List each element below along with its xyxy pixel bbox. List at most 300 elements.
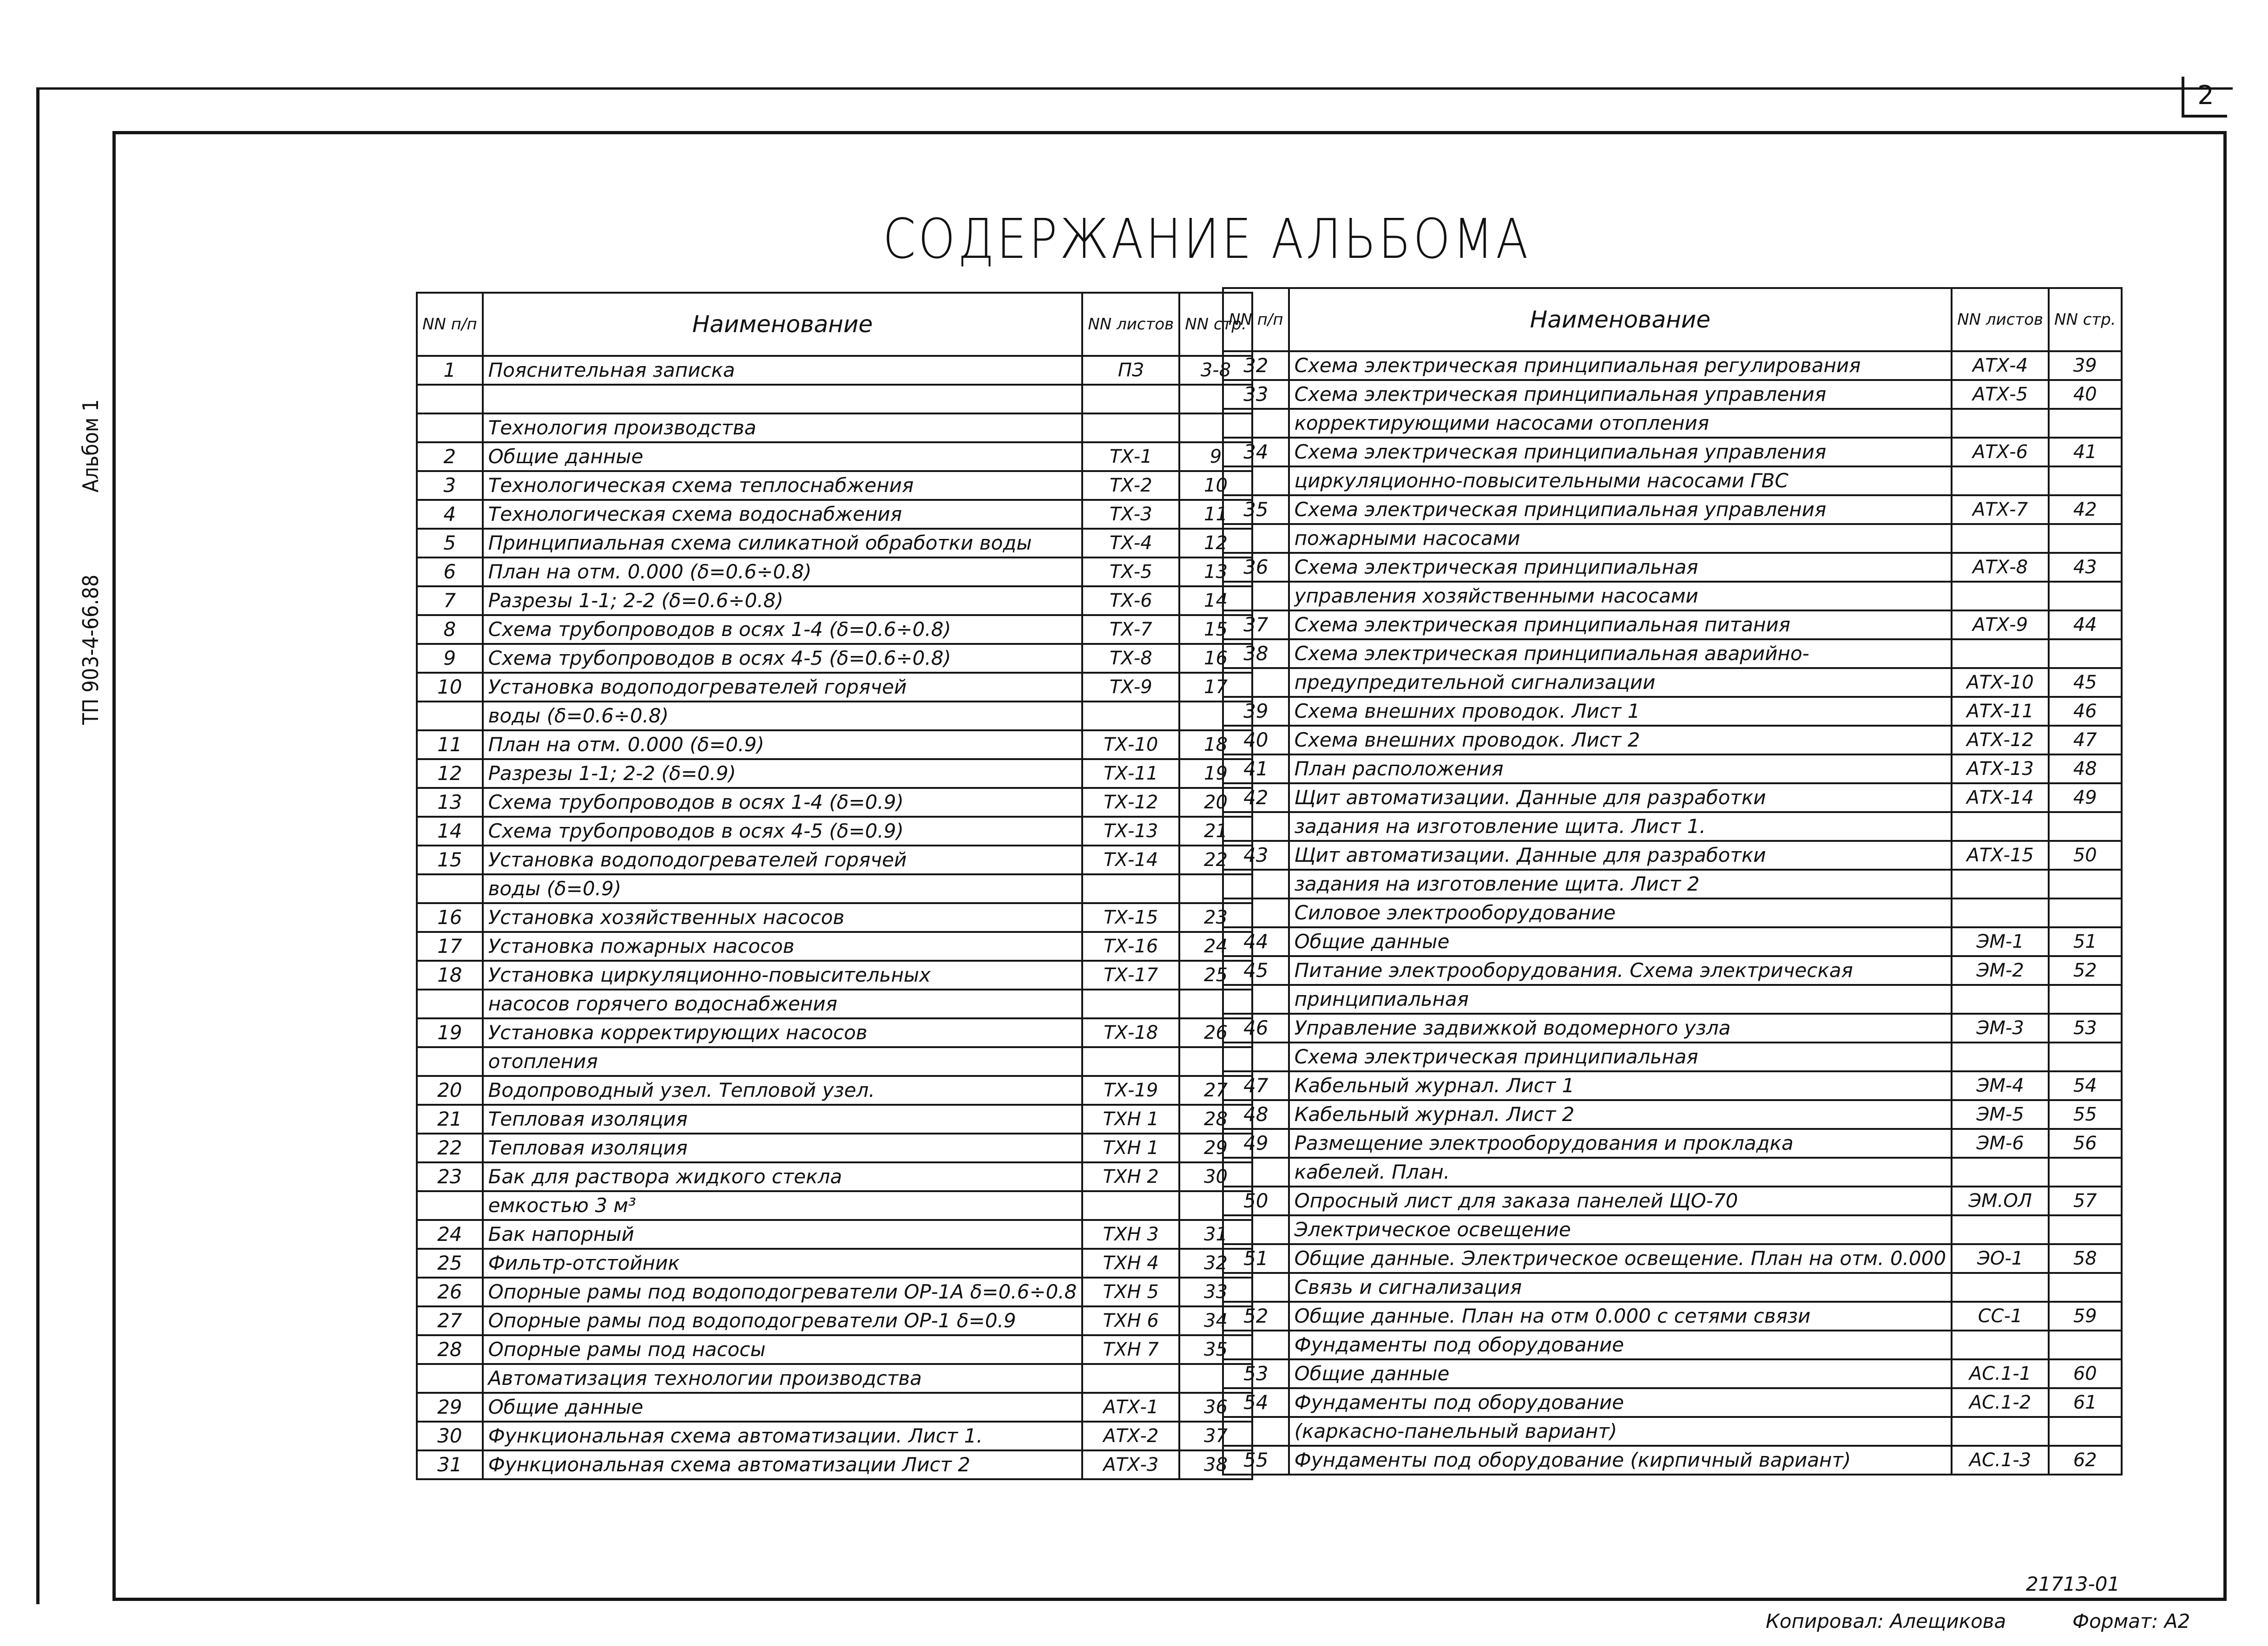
- section-row: [1223, 1215, 2122, 1244]
- row-number: [417, 413, 483, 442]
- table-row: [417, 1018, 1252, 1047]
- row-name: Опорные рамы под водоподогреватели ОР-1А δ=0.6÷0.8: [483, 1278, 1083, 1306]
- row-sheet: АТХ-10: [1952, 668, 2049, 697]
- row-sheet: [1952, 898, 2049, 927]
- row-number: [417, 385, 483, 413]
- row-page: 22: [1179, 846, 1252, 874]
- table-row: [1223, 754, 2122, 783]
- row-number: 43: [1223, 841, 1289, 870]
- table-row: [1223, 1043, 2122, 1071]
- table-row: [1223, 841, 2122, 870]
- row-name: Схема внешних проводок. Лист 2: [1289, 726, 1952, 754]
- section-row: [417, 1364, 1252, 1393]
- table-row: [1223, 1187, 2122, 1215]
- table-row: [1223, 438, 2122, 466]
- row-sheet: [1952, 1043, 2049, 1071]
- row-sheet: [1082, 413, 1179, 442]
- row-name: Функциональная схема автоматизации Лист 2: [483, 1450, 1083, 1479]
- row-number: 21: [417, 1105, 483, 1134]
- row-name: Схема электрическая принципиальная: [1289, 1043, 1952, 1071]
- row-sheet: ТХ-7: [1082, 615, 1179, 644]
- stamp-copied: Копировал: Алещикова: [1766, 1610, 2006, 1633]
- table-row: [417, 1278, 1252, 1306]
- row-number: 39: [1223, 697, 1289, 726]
- row-number: 45: [1223, 956, 1289, 985]
- table-row: [1223, 1446, 2122, 1475]
- row-page: 35: [1179, 1335, 1252, 1364]
- row-number: 14: [417, 817, 483, 846]
- row-name: задания на изготовление щита. Лист 1.: [1289, 812, 1952, 841]
- row-name: Схема трубопроводов в осях 1-4 (δ=0.9): [483, 788, 1083, 817]
- row-sheet: ТХН 1: [1082, 1134, 1179, 1162]
- row-name: План на отм. 0.000 (δ=0.9): [483, 730, 1083, 759]
- row-number: 44: [1223, 927, 1289, 956]
- row-number: 4: [417, 500, 483, 529]
- row-sheet: ТХ-1: [1082, 442, 1179, 471]
- row-sheet: ПЗ: [1082, 356, 1179, 385]
- row-sheet: СС-1: [1952, 1302, 2049, 1331]
- row-number: 46: [1223, 1014, 1289, 1043]
- row-sheet: ТХ-8: [1082, 644, 1179, 673]
- row-page: 3-8: [1179, 356, 1252, 385]
- table-row: [417, 500, 1252, 529]
- row-sheet: АТХ-14: [1952, 783, 2049, 812]
- row-sheet: ТХН 5: [1082, 1278, 1179, 1306]
- row-sheet: ТХ-17: [1082, 961, 1179, 990]
- row-page: 15: [1179, 615, 1252, 644]
- table-row: [417, 846, 1252, 874]
- row-name: принципиальная: [1289, 985, 1952, 1014]
- section-title: Связь и сигнализация: [1289, 1273, 1952, 1302]
- row-page: 33: [1179, 1278, 1252, 1306]
- row-page: [2049, 1043, 2122, 1071]
- row-number: 48: [1223, 1100, 1289, 1129]
- row-name: Установка водоподогревателей горячей: [483, 673, 1083, 702]
- row-sheet: [1952, 870, 2049, 898]
- row-page: 51: [2049, 927, 2122, 956]
- row-sheet: АТХ-12: [1952, 726, 2049, 754]
- row-name: Опорные рамы под водоподогреватели ОР-1 δ=0.9: [483, 1306, 1083, 1335]
- row-page: 28: [1179, 1105, 1252, 1134]
- row-sheet: ТХ-18: [1082, 1018, 1179, 1047]
- row-number: 19: [417, 1018, 483, 1047]
- row-sheet: [1952, 1158, 2049, 1187]
- row-page: [2049, 466, 2122, 495]
- row-sheet: ТХ-4: [1082, 529, 1179, 557]
- row-page: 50: [2049, 841, 2122, 870]
- row-name: (каркасно-панельный вариант): [1289, 1417, 1952, 1446]
- header-page: NN стр.: [2049, 288, 2122, 351]
- row-number: 22: [417, 1134, 483, 1162]
- table-row: [1223, 409, 2122, 438]
- row-page: 43: [2049, 553, 2122, 582]
- table-row: [417, 1422, 1252, 1450]
- table-row: [1223, 726, 2122, 754]
- row-page: 34: [1179, 1306, 1252, 1335]
- row-page: 19: [1179, 759, 1252, 788]
- row-page: 36: [1179, 1393, 1252, 1422]
- table-row: [1223, 466, 2122, 495]
- table-row: [1223, 1244, 2122, 1273]
- row-page: [2049, 524, 2122, 553]
- row-number: 49: [1223, 1129, 1289, 1158]
- section-row: [1223, 898, 2122, 927]
- contents-right-body: [1223, 351, 2122, 1475]
- row-name: Фундаменты под оборудование (кирпичный вариант): [1289, 1446, 1952, 1475]
- row-page: [2049, 1273, 2122, 1302]
- row-number: 32: [1223, 351, 1289, 380]
- table-row: [417, 442, 1252, 471]
- row-number: 6: [417, 557, 483, 586]
- row-name: воды (δ=0.9): [483, 874, 1083, 903]
- row-sheet: ТХ-11: [1082, 759, 1179, 788]
- row-sheet: [1082, 702, 1179, 730]
- row-number: 30: [417, 1422, 483, 1450]
- row-page: 37: [1179, 1422, 1252, 1450]
- sheet-number: 2: [2182, 77, 2227, 118]
- row-sheet: ТХН 6: [1082, 1306, 1179, 1335]
- row-name: Технологическая схема водоснабжения: [483, 500, 1083, 529]
- table-row: [1223, 985, 2122, 1014]
- row-name: Щит автоматизации. Данные для разработки: [1289, 841, 1952, 870]
- row-sheet: ТХ-14: [1082, 846, 1179, 874]
- row-sheet: ЭМ-4: [1952, 1071, 2049, 1100]
- row-page: 14: [1179, 586, 1252, 615]
- row-name: Установка хозяйственных насосов: [483, 903, 1083, 932]
- page-title: СОДЕРЖАНИЕ АЛЬБОМА: [883, 207, 1531, 271]
- table-row: [417, 586, 1252, 615]
- row-page: 18: [1179, 730, 1252, 759]
- row-number: 29: [417, 1393, 483, 1422]
- row-sheet: [1082, 1047, 1179, 1076]
- row-page: 27: [1179, 1076, 1252, 1105]
- row-page: [2049, 1158, 2122, 1187]
- stamp-code: 21713-01: [2026, 1573, 2120, 1595]
- row-name: Схема электрическая принципиальная управления: [1289, 495, 1952, 524]
- row-number: 25: [417, 1249, 483, 1278]
- table-row: [417, 1134, 1252, 1162]
- table-row: [1223, 1100, 2122, 1129]
- row-name: Функциональная схема автоматизации. Лист 1.: [483, 1422, 1083, 1450]
- table-row: [417, 673, 1252, 702]
- row-page: [2049, 870, 2122, 898]
- row-name: Установка пожарных насосов: [483, 932, 1083, 961]
- row-sheet: ТХН 2: [1082, 1162, 1179, 1191]
- row-sheet: ТХ-6: [1082, 586, 1179, 615]
- row-name: Размещение электрооборудования и прокладка: [1289, 1129, 1952, 1158]
- table-row: [1223, 351, 2122, 380]
- section-title: Автоматизация технологии производства: [483, 1364, 1083, 1393]
- row-sheet: ТХН 3: [1082, 1220, 1179, 1249]
- row-number: 17: [417, 932, 483, 961]
- row-number: 20: [417, 1076, 483, 1105]
- table-row: [417, 874, 1252, 903]
- row-sheet: ТХ-15: [1082, 903, 1179, 932]
- row-name: Общие данные: [483, 442, 1083, 471]
- table-row: [1223, 956, 2122, 985]
- row-sheet: АТХ-1: [1082, 1393, 1179, 1422]
- row-sheet: АТХ-13: [1952, 754, 2049, 783]
- table-row: [1223, 870, 2122, 898]
- row-page: 38: [1179, 1450, 1252, 1479]
- row-sheet: АТХ-11: [1952, 697, 2049, 726]
- table-row: [417, 1162, 1252, 1191]
- row-name: Управление задвижкой водомерного узла: [1289, 1014, 1952, 1043]
- row-sheet: АТХ-8: [1952, 553, 2049, 582]
- contents-left-body: [417, 356, 1252, 1479]
- row-sheet: [1082, 1364, 1179, 1393]
- row-number: 51: [1223, 1244, 1289, 1273]
- row-number: 47: [1223, 1071, 1289, 1100]
- row-number: [1223, 870, 1289, 898]
- row-sheet: ТХН 4: [1082, 1249, 1179, 1278]
- row-name: [483, 385, 1083, 413]
- row-name: Щит автоматизации. Данные для разработки: [1289, 783, 1952, 812]
- table-row: [1223, 783, 2122, 812]
- row-number: 16: [417, 903, 483, 932]
- row-sheet: ЭМ-1: [1952, 927, 2049, 956]
- table-row: [417, 1047, 1252, 1076]
- row-number: 2: [417, 442, 483, 471]
- table-row: [1223, 927, 2122, 956]
- row-sheet: [1082, 385, 1179, 413]
- contents-table-left: [416, 292, 1253, 1480]
- table-row: [417, 702, 1252, 730]
- row-page: [2049, 812, 2122, 841]
- row-sheet: ТХ-12: [1082, 788, 1179, 817]
- row-number: 35: [1223, 495, 1289, 524]
- row-page: 29: [1179, 1134, 1252, 1162]
- row-number: 12: [417, 759, 483, 788]
- table-row: [417, 961, 1252, 990]
- row-page: [2049, 985, 2122, 1014]
- row-name: предупредительной сигнализации: [1289, 668, 1952, 697]
- row-page: 21: [1179, 817, 1252, 846]
- row-sheet: [1082, 990, 1179, 1018]
- row-sheet: [1082, 1191, 1179, 1220]
- row-number: [417, 1364, 483, 1393]
- row-name: Пояснительная записка: [483, 356, 1083, 385]
- row-name: задания на изготовление щита. Лист 2: [1289, 870, 1952, 898]
- row-sheet: ЭМ.ОЛ: [1952, 1187, 2049, 1215]
- row-page: 13: [1179, 557, 1252, 586]
- row-name: План на отм. 0.000 (δ=0.6÷0.8): [483, 557, 1083, 586]
- row-sheet: ТХ-13: [1082, 817, 1179, 846]
- row-sheet: [1952, 582, 2049, 610]
- row-sheet: ТХ-3: [1082, 500, 1179, 529]
- row-page: 60: [2049, 1359, 2122, 1388]
- row-page: 62: [2049, 1446, 2122, 1475]
- header-name: Наименование: [1289, 288, 1952, 351]
- row-sheet: АТХ-4: [1952, 351, 2049, 380]
- side-document-code: ТП 903-4-66.88: [78, 574, 103, 725]
- section-row: [1223, 1273, 2122, 1302]
- row-name: Схема электрическая принципиальная: [1289, 553, 1952, 582]
- row-name: Кабельный журнал. Лист 2: [1289, 1100, 1952, 1129]
- row-sheet: ЭМ-5: [1952, 1100, 2049, 1129]
- row-number: 7: [417, 586, 483, 615]
- row-name: Схема электрическая принципиальная управления: [1289, 380, 1952, 409]
- row-name: Разрезы 1-1; 2-2 (δ=0.6÷0.8): [483, 586, 1083, 615]
- row-number: [1223, 985, 1289, 1014]
- table-row: [1223, 1129, 2122, 1158]
- table-row: [417, 932, 1252, 961]
- row-number: [1223, 1215, 1289, 1244]
- row-page: 25: [1179, 961, 1252, 990]
- table-row: [1223, 380, 2122, 409]
- table-row: [417, 1105, 1252, 1134]
- row-number: 18: [417, 961, 483, 990]
- row-page: [2049, 1331, 2122, 1359]
- row-name: Опорные рамы под насосы: [483, 1335, 1083, 1364]
- row-name: Кабельный журнал. Лист 1: [1289, 1071, 1952, 1100]
- row-sheet: [1082, 874, 1179, 903]
- row-page: 49: [2049, 783, 2122, 812]
- row-sheet: [1952, 466, 2049, 495]
- table-header-row: [1223, 288, 2122, 351]
- table-row: [1223, 1388, 2122, 1417]
- row-page: 26: [1179, 1018, 1252, 1047]
- row-number: [1223, 409, 1289, 438]
- row-number: [1223, 466, 1289, 495]
- row-sheet: ТХН 1: [1082, 1105, 1179, 1134]
- table-row: [417, 1335, 1252, 1364]
- table-row: [417, 817, 1252, 846]
- row-name: Схема внешних проводок. Лист 1: [1289, 697, 1952, 726]
- row-name: Опросный лист для заказа панелей ЩО-70: [1289, 1187, 1952, 1215]
- row-number: 10: [417, 673, 483, 702]
- table-row: [1223, 1071, 2122, 1100]
- contents-table-right: [1222, 287, 2123, 1475]
- row-name: Установка циркуляционно-повысительных: [483, 961, 1083, 990]
- row-number: 27: [417, 1306, 483, 1335]
- row-number: 8: [417, 615, 483, 644]
- row-page: 16: [1179, 644, 1252, 673]
- table-row: [1223, 495, 2122, 524]
- row-sheet: [1952, 1417, 2049, 1446]
- row-name: кабелей. План.: [1289, 1158, 1952, 1187]
- row-sheet: [1952, 409, 2049, 438]
- row-page: 23: [1179, 903, 1252, 932]
- row-name: Фундаменты под оборудование: [1289, 1388, 1952, 1417]
- row-name: Общие данные: [1289, 1359, 1952, 1388]
- row-sheet: АТХ-15: [1952, 841, 2049, 870]
- header-sheet: NN листов: [1082, 293, 1179, 356]
- table-row: [417, 615, 1252, 644]
- row-number: 11: [417, 730, 483, 759]
- row-name: Фильтр-отстойник: [483, 1249, 1083, 1278]
- row-number: [417, 702, 483, 730]
- table-row: [1223, 1158, 2122, 1187]
- row-number: 41: [1223, 754, 1289, 783]
- table-row: [417, 1191, 1252, 1220]
- row-number: [1223, 898, 1289, 927]
- row-number: 40: [1223, 726, 1289, 754]
- row-sheet: ЭМ-3: [1952, 1014, 2049, 1043]
- row-number: 54: [1223, 1388, 1289, 1417]
- row-page: 41: [2049, 438, 2122, 466]
- table-row: [417, 1306, 1252, 1335]
- row-name: Схема трубопроводов в осях 1-4 (δ=0.6÷0.8): [483, 615, 1083, 644]
- row-page: 30: [1179, 1162, 1252, 1191]
- table-row: [417, 1249, 1252, 1278]
- table-row: [1223, 668, 2122, 697]
- row-name: корректирующими насосами отопления: [1289, 409, 1952, 438]
- row-page: 24: [1179, 932, 1252, 961]
- table-row: [1223, 582, 2122, 610]
- row-number: 15: [417, 846, 483, 874]
- row-page: 55: [2049, 1100, 2122, 1129]
- table-row: [417, 1393, 1252, 1422]
- row-sheet: ЭМ-6: [1952, 1129, 2049, 1158]
- header-num: NN п/п: [1223, 288, 1289, 351]
- row-name: воды (δ=0.6÷0.8): [483, 702, 1083, 730]
- table-row: [417, 730, 1252, 759]
- row-sheet: АС.1-3: [1952, 1446, 2049, 1475]
- row-page: 44: [2049, 610, 2122, 639]
- row-sheet: [1952, 639, 2049, 668]
- row-number: 36: [1223, 553, 1289, 582]
- row-sheet: АТХ-9: [1952, 610, 2049, 639]
- row-name: Схема электрическая принципиальная аварийно-: [1289, 639, 1952, 668]
- row-sheet: ТХ-10: [1082, 730, 1179, 759]
- row-name: Схема электрическая принципиальная управления: [1289, 438, 1952, 466]
- row-page: 17: [1179, 673, 1252, 702]
- row-name: отопления: [483, 1047, 1083, 1076]
- row-number: [1223, 524, 1289, 553]
- row-number: 53: [1223, 1359, 1289, 1388]
- row-name: Схема трубопроводов в осях 4-5 (δ=0.6÷0.8): [483, 644, 1083, 673]
- row-name: Бак для раствора жидкого стекла: [483, 1162, 1083, 1191]
- row-page: 40: [2049, 380, 2122, 409]
- row-number: 26: [417, 1278, 483, 1306]
- row-page: 53: [2049, 1014, 2122, 1043]
- row-sheet: ТХ-5: [1082, 557, 1179, 586]
- row-page: [2049, 1417, 2122, 1446]
- row-sheet: [1952, 812, 2049, 841]
- row-sheet: АС.1-1: [1952, 1359, 2049, 1388]
- row-number: [1223, 1273, 1289, 1302]
- row-sheet: [1952, 1215, 2049, 1244]
- table-row: [1223, 639, 2122, 668]
- row-number: 9: [417, 644, 483, 673]
- row-page: 54: [2049, 1071, 2122, 1100]
- row-sheet: [1952, 1273, 2049, 1302]
- row-page: 59: [2049, 1302, 2122, 1331]
- table-row: [417, 759, 1252, 788]
- row-name: Водопроводный узел. Тепловой узел.: [483, 1076, 1083, 1105]
- row-sheet: ЭО-1: [1952, 1244, 2049, 1273]
- table-row: [417, 356, 1252, 385]
- row-sheet: ЭМ-2: [1952, 956, 2049, 985]
- table-row: [1223, 697, 2122, 726]
- row-name: Схема электрическая принципиальная питания: [1289, 610, 1952, 639]
- table-row: [1223, 812, 2122, 841]
- row-page: 61: [2049, 1388, 2122, 1417]
- table-row: [1223, 1014, 2122, 1043]
- table-row: [1223, 553, 2122, 582]
- row-number: 42: [1223, 783, 1289, 812]
- row-sheet: АТХ-5: [1952, 380, 2049, 409]
- row-name: Установка водоподогревателей горячей: [483, 846, 1083, 874]
- side-album-label: Альбом 1: [78, 399, 103, 492]
- row-number: 5: [417, 529, 483, 557]
- table-row: [417, 788, 1252, 817]
- table-row: [417, 644, 1252, 673]
- table-row: [417, 557, 1252, 586]
- row-sheet: ТХН 7: [1082, 1335, 1179, 1364]
- row-name: План расположения: [1289, 754, 1952, 783]
